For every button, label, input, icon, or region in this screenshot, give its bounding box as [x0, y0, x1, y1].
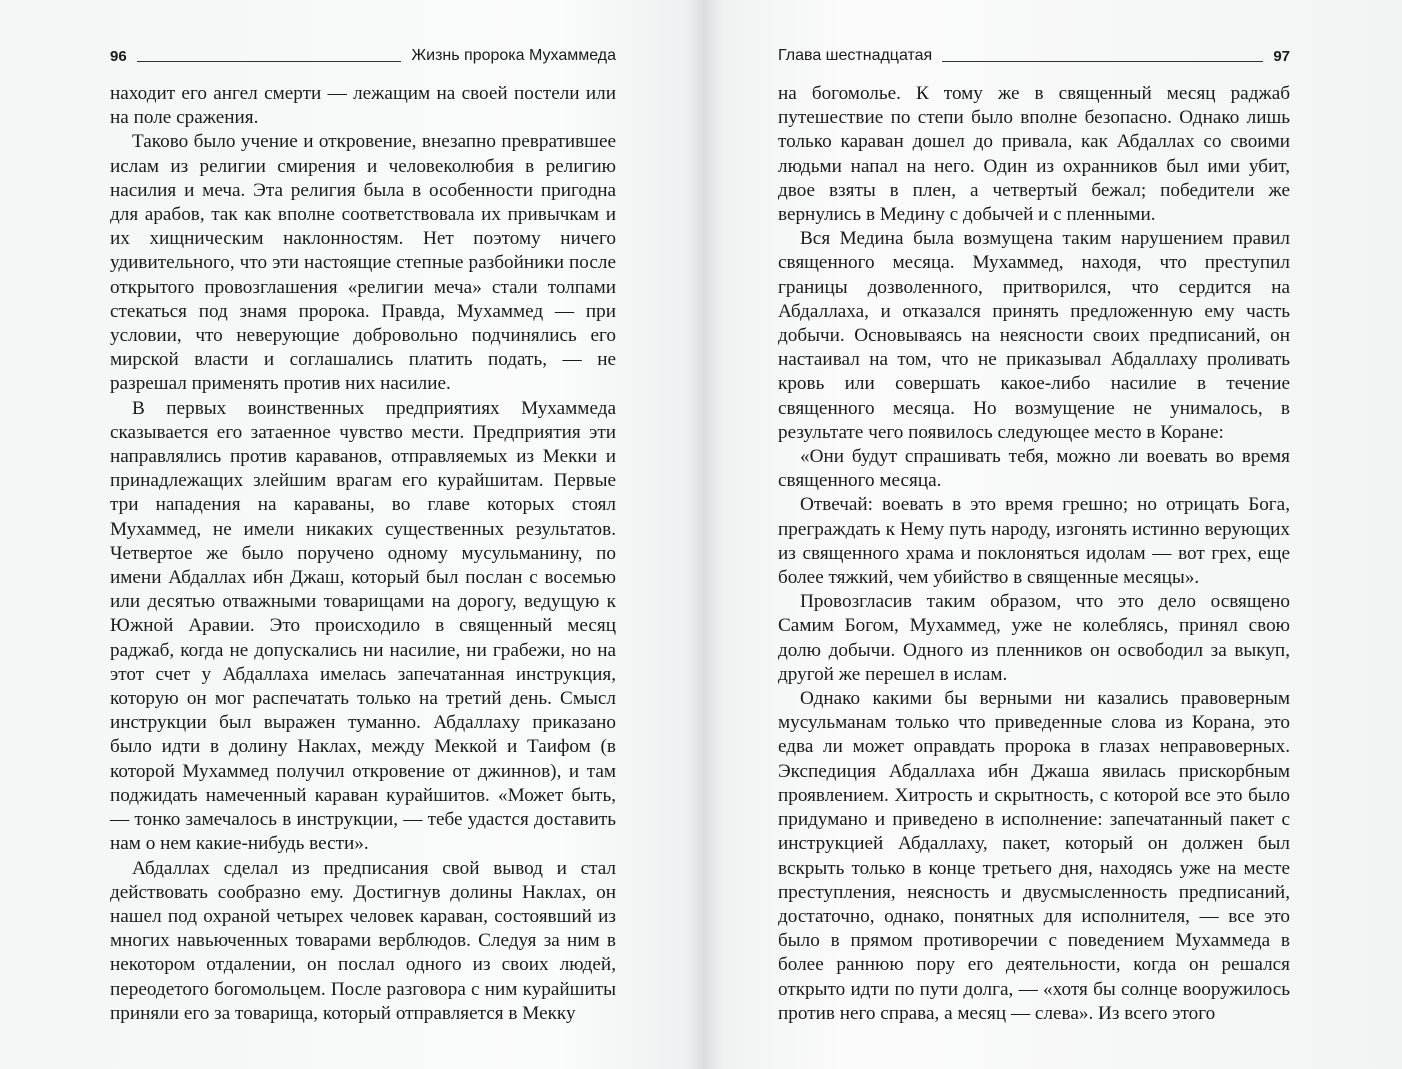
- paragraph: В первых воинственных предприятиях Мухаммеда сказывается его затаенное чувство мести. Предприятия эти направлялись против караванов, отправляемых из Мекки и принадлежащих злейшим врагам его курайшитам. Первые три нападения на караваны, во главе которых стоял Мухаммед, не имели никаких существенных результатов. Четвертое же было поручено одному мусульманину, по имени Абдаллах ибн Джаш, который был послан с восемью или десятью отважными товарищами на дорогу, ведущую к Южной Аравии. Это происходило в священный месяц раджаб, когда не допускались ни насилие, ни грабежи, но на этот счет у Абдаллаха имелась запечатанная инструкция, которую он мог распечатать только на третий день. Смысл инструкции был выражен туманно. Абдаллаху приказано было идти в долину Наклах, между Меккой и Таифом (в которой Мухаммед получил откровение от джиннов), и там поджидать намеченный караван курайшитов. «Может быть, — тонко замечалось в инструкции, — тебе удастся доставить нам о нем какие-нибудь вести».: [110, 397, 616, 855]
- paragraph: Провозгласив таким образом, что это дело освящено Самим Богом, Мухаммед, уже не колеблясь, принял свою долю добычи. Одного из пленников он освободил за выкуп, другой же перешел в ислам.: [778, 591, 1290, 685]
- header-rule: [942, 61, 1263, 62]
- paragraph: Абдаллах сделал из предписания свой вывод и стал действовать сообразно ему. Достигнув долины Наклах, он нашел под охраной четырех человек караван, состоявший из многих навьюченных товарами верблюдов. Следуя за ним в некотором отдалении, он послал одного из своих людей, переодетого богомольцем. После разговора с ним курайшиты приняли его за товарища, который отправляется в Мекку: [110, 857, 616, 1024]
- paragraph: Таково было учение и откровение, внезапно превратившее ислам из религии смирения и человеколюбия в религию насилия и меча. Эта религия была в особенности пригодна для арабов, так как вполне соответствовала их привычкам и их хищническим наклонностям. Нет поэтому ничего удивительного, что эти настоящие степные разбойники после открытого провозглашения «религии меча» стали толпами стекаться под знамя пророка. Правда, Мухаммед — при условии, что неверующие добровольно подчинялись его мирской власти и соглашались платить подать, — не разрешал применять против них насилие.: [110, 131, 616, 395]
- quote-paragraph: Отвечай: воевать в это время грешно; но отрицать Бога, преграждать к Нему путь народу, изгонять истинно верующих из священного храма и поклоняться идолам — вот грех, еще более тяжкий, чем убийство в священные месяцы».: [778, 494, 1290, 589]
- paragraph: Вся Медина была возмущена таким нарушением правил священного месяца. Мухаммед, находя, что преступил границы дозволенного, притворился, что сердится на Абдаллаха, и отказался принять предложенную ему часть добычи. Основываясь на неясности своих предписаний, он настаивал на том, что не приказывал Абдаллаху проливать кровь или совершать какое-либо насилие в течение священного месяца. Но возмущение не унималось, в результате чего появилось следующее место в Коране:: [778, 228, 1290, 443]
- right-page: [702, 0, 1402, 1069]
- left-body-text: [110, 82, 616, 1026]
- quote-paragraph: «Они будут спрашивать тебя, можно ли воевать во время священного месяца.: [778, 446, 1290, 492]
- paragraph: находит его ангел смерти — лежащим на своей постели или на поле сражения.: [110, 83, 616, 129]
- left-running-head: [110, 44, 616, 68]
- right-running-head: [778, 44, 1290, 68]
- paragraph: на богомолье. К тому же в священный месяц раджаб путешествие по степи было вполне безопасно. Однако лишь только караван дошел до привала, как Абдаллах со своими людьми напал на него. Один из охранников был ими убит, двое взяты в плен, а четвертый бежал; победители же вернулись в Медину с добычей и с пленными.: [778, 83, 1290, 226]
- paragraph: Однако какими бы верными ни казались правоверным мусульманам только что приведенные слова из Корана, это едва ли может оправдать пророка в глазах неправоверных. Экспедиция Абдаллаха ибн Джаша явилась прискорбным проявлением. Хитрость и скрытность, с которой все это было придумано и приведено в исполнение: запечатанный пакет с инструкцией Абдаллаху, пакет, который он должен был вскрыть только в конце третьего дня, находясь уже на месте преступления, неясность и двусмысленность предписаний, достаточно, однако, понятных для исполнителя, — все это было в прямом противоречии с поведением Мухаммеда в более раннюю пору его деятельности, когда он решался открыто идти по пути долга, — «хотя бы солнце вооружилось против него справа, а месяц — слева». Из всего этого: [778, 688, 1290, 1024]
- book-title: Жизнь пророка Мухаммеда: [411, 47, 616, 64]
- page-number: 97: [1273, 47, 1290, 65]
- header-rule: [137, 61, 402, 62]
- left-page: [0, 0, 700, 1069]
- chapter-title: Глава шестнадцатая: [778, 47, 933, 64]
- right-body-text: [778, 82, 1290, 1026]
- page-number: 96: [110, 47, 127, 65]
